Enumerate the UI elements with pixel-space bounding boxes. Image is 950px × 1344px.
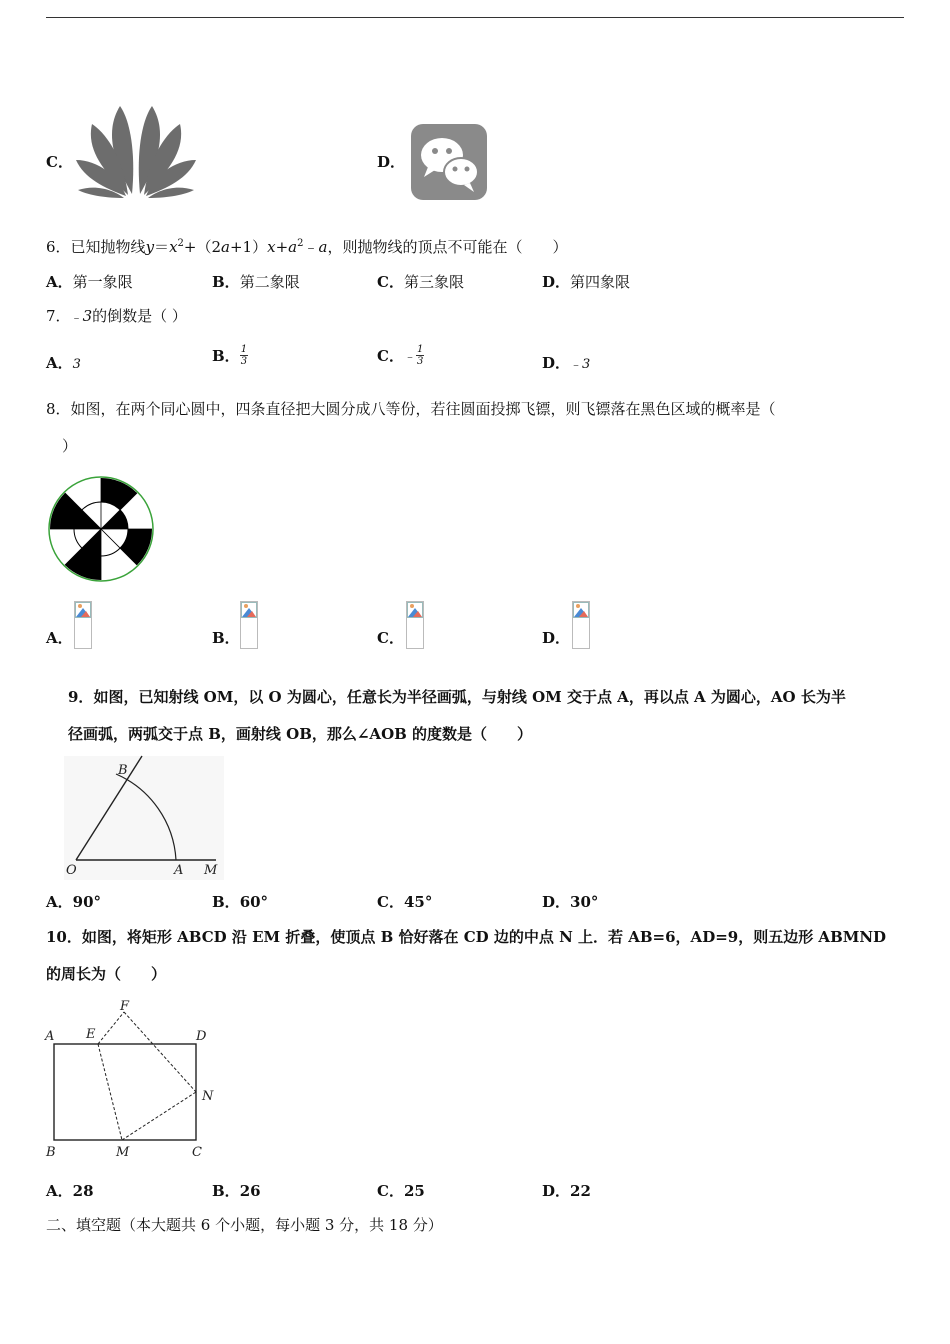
q8-option-c-label[interactable]: C． xyxy=(377,629,404,647)
q10-label-a: A xyxy=(45,1029,55,1044)
q8-option-a-broken-image-icon xyxy=(74,601,92,649)
q6-formula-mid: +（2 xyxy=(183,238,222,256)
q7-option-a-label: A． xyxy=(46,354,73,372)
q7-option-d-neg: ﹣ xyxy=(570,357,583,371)
q7-option-a-value: 3 xyxy=(72,357,81,372)
q7-neg: ﹣ xyxy=(70,310,83,324)
q7-option-c-denominator: 3 xyxy=(416,356,424,367)
q10-option-d-text: 22 xyxy=(570,1182,591,1200)
q6-formula-a2: a xyxy=(288,238,298,256)
q6-option-a-label: A． xyxy=(46,273,73,291)
q9-option-c-label: C． xyxy=(377,893,404,911)
q10-option-b-text: 26 xyxy=(239,1182,261,1200)
q9-option-b-label: B． xyxy=(212,893,240,911)
q6-option-d-label: D． xyxy=(542,273,571,291)
q9-stem-line1 xyxy=(68,686,846,707)
q6-formula-x2: x xyxy=(169,238,178,256)
q8-stem-line2: ） xyxy=(62,437,78,455)
q9-option-c[interactable] xyxy=(377,891,432,912)
q7-stem-suffix: 的倒数是（ ） xyxy=(92,307,187,325)
q6-option-d-text: 第四象限 xyxy=(570,273,631,291)
q9-option-d-label: D． xyxy=(542,893,571,911)
q6-option-d[interactable] xyxy=(542,271,630,292)
q9-option-d-text: 30° xyxy=(570,893,599,911)
section-2-heading: 二、填空题（本大题共 6 个小题，每小题 3 分，共 18 分） xyxy=(46,1216,443,1234)
q6-option-b-label: B． xyxy=(212,273,240,291)
q10-option-a-label: A． xyxy=(46,1182,73,1200)
q9-label-o: O xyxy=(66,863,77,878)
q7-option-c-neg: ﹣ xyxy=(403,349,416,363)
q10-option-c-label: C． xyxy=(377,1182,404,1200)
q7-option-d[interactable] xyxy=(542,352,590,373)
q8-number: 8． xyxy=(46,400,71,418)
q8-option-c-broken-image-icon xyxy=(406,601,424,649)
q8-option-b-label[interactable]: B． xyxy=(212,629,240,647)
q10-option-a-text: 28 xyxy=(72,1182,94,1200)
q6-formula-sup2b: 2 xyxy=(297,238,304,249)
q8-option-a-label[interactable]: A． xyxy=(46,629,73,647)
header-rule xyxy=(46,17,904,18)
q7-option-d-value: 3 xyxy=(582,357,591,372)
q10-option-c-text: 25 xyxy=(403,1182,425,1200)
q7-option-a[interactable] xyxy=(46,352,81,373)
q6-formula-x: x xyxy=(267,238,276,256)
q10-label-b: B xyxy=(46,1145,56,1160)
q7-option-d-label: D． xyxy=(542,354,571,372)
q6-stem-suffix: ，则抛物线的顶点不可能在（ ） xyxy=(327,238,568,256)
q6-formula-plus: + xyxy=(275,238,289,256)
q10-option-d[interactable] xyxy=(542,1180,591,1201)
q8-option-d-broken-image-icon xyxy=(572,601,590,649)
q6-formula-sup2a: 2 xyxy=(177,238,184,249)
q6-formula-plus1: +1） xyxy=(229,238,268,256)
q7-option-b[interactable] xyxy=(212,344,248,367)
q8-option-b-broken-image-icon xyxy=(240,601,258,649)
q6-option-b[interactable] xyxy=(212,271,300,292)
q6-option-a-text: 第一象限 xyxy=(72,273,133,291)
q5-option-d-label: D． xyxy=(377,153,406,171)
q6-option-c[interactable] xyxy=(377,271,464,292)
q7-option-c-numerator: 1 xyxy=(416,344,424,355)
q10-option-c[interactable] xyxy=(377,1180,425,1201)
q7-stem xyxy=(46,305,187,326)
q6-stem-prefix: 已知抛物线 xyxy=(70,238,146,256)
q9-option-d[interactable] xyxy=(542,891,598,912)
q10-option-b-label: B． xyxy=(212,1182,240,1200)
q9-option-a[interactable] xyxy=(46,891,101,912)
q7-option-b-numerator: 1 xyxy=(240,344,248,355)
q8-stem-text: 如图，在两个同心圆中，四条直径把大圆分成八等份，若往圆面投掷飞镖，则飞镖落在黑色区域的概率是（ xyxy=(70,400,776,418)
q10-option-d-label: D． xyxy=(542,1182,571,1200)
q7-option-c-fraction xyxy=(416,344,424,367)
q10-stem-text: 如图，将矩形 ABCD 沿 EM 折叠，使顶点 B 恰好落在 CD 边的中点 N 上．若 AB=6，AD=9，则五边形 ABMND xyxy=(81,928,887,946)
q6-option-c-label: C． xyxy=(377,273,404,291)
q7-option-b-denominator: 3 xyxy=(240,356,248,367)
q9-option-c-text: 45° xyxy=(403,893,433,911)
q6-formula-minus: ﹣ xyxy=(303,238,319,256)
q6-stem xyxy=(46,236,567,257)
q5-option-c-label: C． xyxy=(46,153,73,171)
q10-label-d: D xyxy=(196,1029,207,1044)
q9-label-b: B xyxy=(118,763,128,778)
q6-formula-y: y xyxy=(145,238,155,256)
q9-label-a: A xyxy=(174,863,184,878)
q10-option-b[interactable] xyxy=(212,1180,261,1201)
wechat-logo-icon xyxy=(410,123,488,201)
q6-formula-eq: ＝ xyxy=(154,238,170,256)
q6-option-b-text: 第二象限 xyxy=(239,273,300,291)
q7-option-b-label: B． xyxy=(212,347,240,365)
q9-stem-line2: 径画弧，两弧交于点 B，画射线 OB，那么∠AOB 的度数是（ ） xyxy=(68,725,533,743)
q10-number: 10． xyxy=(46,928,82,946)
q9-label-m: M xyxy=(204,863,218,878)
q10-label-m: M xyxy=(116,1145,130,1160)
dartboard-figure xyxy=(48,476,154,582)
q9-option-b[interactable] xyxy=(212,891,268,912)
q7-option-b-fraction xyxy=(240,344,248,367)
q9-number: 9． xyxy=(68,688,94,706)
q10-rectangle-figure xyxy=(44,998,220,1162)
q10-label-n: N xyxy=(202,1089,214,1104)
q10-stem-line1 xyxy=(46,926,886,947)
q9-stem-text: 如图，已知射线 OM，以 O 为圆心，任意长为半径画弧，与射线 OM 交于点 A，再以点 A 为圆心，AO 长为半 xyxy=(93,688,846,706)
q10-stem-line2: 的周长为（ ） xyxy=(46,965,167,983)
q6-formula-a1: a xyxy=(221,238,230,256)
q7-number: 7． xyxy=(46,307,71,325)
q6-option-c-text: 第三象限 xyxy=(403,273,464,291)
q8-option-d-label[interactable]: D． xyxy=(542,629,571,647)
q8-stem-line1 xyxy=(46,398,776,419)
q9-option-a-text: 90° xyxy=(72,893,102,911)
q10-label-f: F xyxy=(120,999,130,1014)
q10-label-e: E xyxy=(86,1027,96,1042)
q7-option-c[interactable] xyxy=(377,344,424,367)
q6-option-a[interactable] xyxy=(46,271,133,292)
q9-option-b-text: 60° xyxy=(239,893,269,911)
q9-option-a-label: A． xyxy=(46,893,73,911)
q7-three: 3 xyxy=(82,307,93,325)
q10-label-c: C xyxy=(192,1145,202,1160)
q7-option-c-label: C． xyxy=(377,347,404,365)
huawei-logo-icon xyxy=(74,102,198,198)
q10-option-a[interactable] xyxy=(46,1180,94,1201)
q6-formula-a3: a xyxy=(318,238,328,256)
q9-angle-figure xyxy=(64,756,224,880)
q6-number: 6． xyxy=(46,238,71,256)
